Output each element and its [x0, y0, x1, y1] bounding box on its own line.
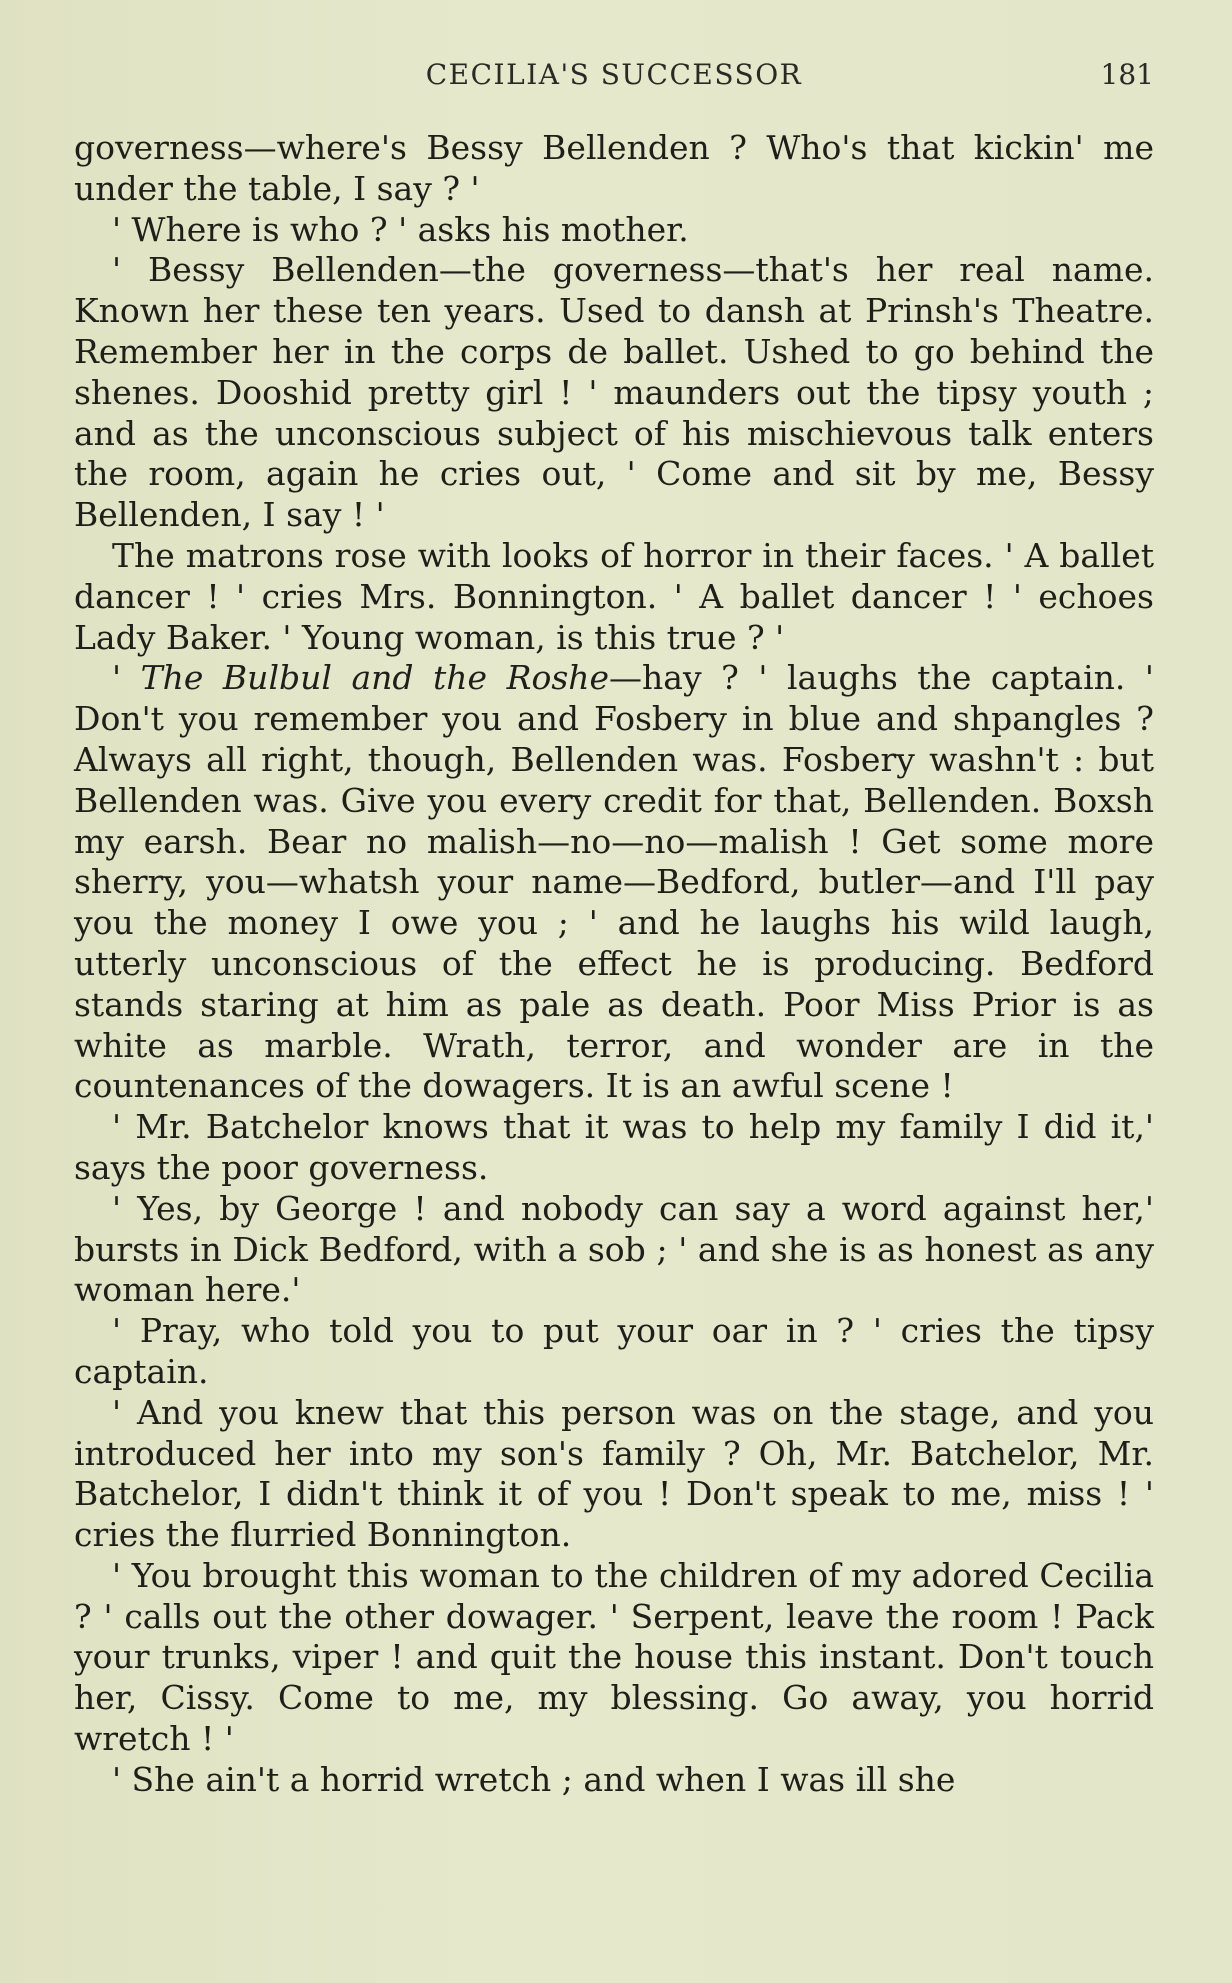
paragraph [74, 658, 1154, 1107]
paragraph: ' She ain't a horrid wretch ; and when I was ill she [112, 1759, 956, 1799]
paragraph: ' You brought this woman to the children of my adored Cecilia ? ' calls out the other dowager. ' Serpent, leave the room ! Pack your trunks, viper ! and quit the house this instant. Don't touch her, Cissy. Come to me, my blessing. Go away, you horrid wretch ! ' [74, 1555, 1154, 1759]
paragraph: The matrons rose with looks of horror in their faces. ' A ballet dancer ! ' cries Mrs. Bonnington. ' A ballet dancer ! ' echoes Lady Baker. ' Young woman, is this true ? ' [74, 535, 1154, 657]
paragraph: ' Mr. Batchelor knows that it was to help my family I did it,' says the poor governess. [74, 1107, 1154, 1187]
quote-open: ' [112, 658, 141, 698]
paragraph: ' Pray, who told you to put your oar in ? ' cries the tipsy captain. [74, 1311, 1154, 1391]
paragraph: ' Yes, by George ! and nobody can say a word against her,' bursts in Dick Bedford, with a sob ; ' and she is as honest as any woman here.' [74, 1188, 1154, 1310]
running-title: CECILIA'S SUCCESSOR [425, 58, 803, 91]
body-text [74, 128, 1154, 1801]
page-number: 181 [1100, 58, 1154, 91]
page-header [74, 52, 1154, 96]
paragraph: governess—where's Bessy Bellenden ? Who's that kickin' me under the table, I say ? ' [74, 128, 1154, 208]
paragraph: ' And you knew that this person was on the stage, and you introduced her into my son's family ? Oh, Mr. Batchelor, Mr. Batchelor, I didn't think it of you ! Don't speak to me, miss ! ' cries the flurried Bonnington. [74, 1392, 1154, 1555]
italic-title: The Bulbul and the Roshe [140, 658, 610, 698]
paragraph: ' Bessy Bellenden—the governess—that's her real name. Known her these ten years. Used to dansh at Prinsh's Theatre. Remember her in the corps de ballet. Ushed to go behind the shenes. Dooshid pretty girl ! ' maunders out the tipsy youth ; and as the unconscious subject of his mischievous talk enters the room, again he cries out, ' Come and sit by me, Bessy Bellenden, I say ! ' [74, 250, 1154, 535]
paragraph-rest: —hay ? ' laughs the captain. ' Don't you remember you and Fosbery in blue and shpangles ? Always all right, though, Bellenden was. Fosbery washn't : but Bellenden was. Give you every credit for that, Bellenden. Boxsh my earsh. Bear no malish—no—no—malish ! Get some more sherry, you—whatsh your name—Bedford, butler—and I'll pay you the money I owe you ; ' and he laughs his wild laugh, utterly unconscious of the effect he is producing. Bedford stands staring at him as pale as death. Poor Miss Prior is as white as marble. Wrath, terror, and wonder are in the countenances of the dowagers. It is an awful scene ! [74, 658, 1154, 1106]
paragraph: ' Where is who ? ' asks his mother. [112, 209, 689, 249]
